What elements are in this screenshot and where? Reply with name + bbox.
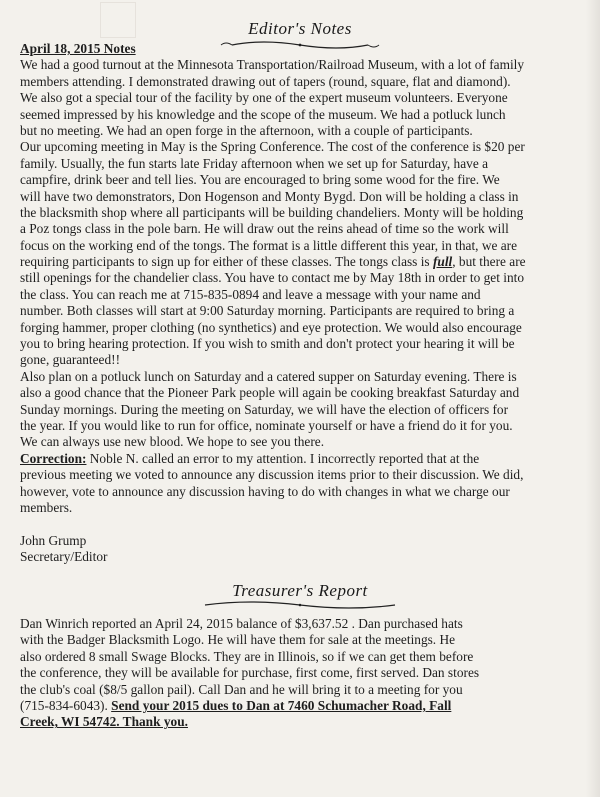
para3-line: also a good chance that the Pioneer Park people will again be cooking breakfast Saturday and bbox=[20, 385, 520, 401]
signature-title: Secretary/Editor bbox=[20, 549, 108, 565]
para2-line: the class. You can reach me at 715-835-0894 and leave a message with your name and bbox=[20, 286, 481, 302]
para2-line: still openings for the chandelier class. You have to contact me by May 18th in order to get into bbox=[20, 270, 524, 286]
para2-line: you to bring hearing protection. If you wish to smith and don't protect your hearing it will be bbox=[20, 336, 515, 352]
correction-first-text: Noble N. called an error to my attention. I incorrectly reported that at the bbox=[86, 450, 480, 466]
para2-line: the blacksmith shop where all participants will be building chandeliers. Monty will be holding bbox=[20, 204, 524, 220]
para2-line: gone, guaranteed!! bbox=[20, 352, 121, 368]
para2-line: Our upcoming meeting in May is the Spring Conference. The cost of the conference is $20 per bbox=[20, 139, 525, 155]
para2-line: a Poz tongs class in the pole barn. He will draw out the reins ahead of time so the work will bbox=[20, 221, 509, 237]
full-emphasis: full bbox=[432, 254, 453, 270]
para3-line: Also plan on a potluck lunch on Saturday and a catered supper on Saturday evening. There is bbox=[20, 368, 517, 384]
para1-line: We also got a special tour of the facility by one of the expert museum volunteers. Everyone bbox=[20, 90, 508, 106]
dues-line bbox=[20, 698, 592, 714]
correction-line: however, vote to announce any discussion having to do with changes in what we charge our bbox=[20, 483, 510, 499]
correction-line: previous meeting we voted to announce any discussion items prior to their discussion. We did, bbox=[20, 467, 524, 483]
para3-line: Sunday mornings. During the meeting on Saturday, we will have the election of officers for bbox=[20, 401, 509, 417]
para2-line: forging hammer, proper clothing (no synthetics) and eye protection. We would also encourage bbox=[20, 319, 522, 335]
treasurer-line: with the Badger Blacksmith Logo. He will have them for sale at the meetings. He bbox=[20, 632, 456, 648]
treasurer-report-heading: Treasurer's Report bbox=[232, 581, 368, 600]
para1-line: We had a good turnout at the Minnesota Transportation/Railroad Museum, with a lot of family bbox=[20, 57, 525, 73]
para1-line: members attending. I demonstrated drawing out of tapers (round, square, flat and diamond). bbox=[20, 73, 511, 89]
editor-notes-body bbox=[20, 41, 592, 566]
phone-number: (715-834-6043). bbox=[20, 697, 112, 713]
dues-instruction: Send your 2015 dues to Dan at 7460 Schumacher Road, Fall bbox=[111, 697, 452, 713]
dues-address-line: Creek, WI 54742. Thank you. bbox=[20, 714, 188, 730]
tongs-class-full-line bbox=[20, 254, 592, 270]
notes-date-line: April 18, 2015 Notes bbox=[20, 41, 136, 56]
correction-label: Correction: bbox=[20, 450, 87, 466]
para1-line: seemed impressed by his knowledge and the scope of the museum. We had a potluck lunch bbox=[20, 106, 506, 122]
para2-line: focus on the working end of the tongs. The format is a little different this year, in that, we are bbox=[20, 237, 518, 253]
para1-line: but no meeting. We had an open forge in the afternoon, with a couple of participants. bbox=[20, 122, 473, 138]
para2-line: campfire, drink beer and tell lies. You are encouraged to bring some wood for the fire. We bbox=[20, 172, 500, 188]
para3-line: We can always use new blood. We hope to see you there. bbox=[20, 434, 325, 450]
correction-line bbox=[20, 451, 592, 467]
editor-notes-heading: Editor's Notes bbox=[248, 19, 352, 38]
treasurer-line: the club's coal ($8/5 gallon pail). Call Dan and he will bring it to a meeting for you bbox=[20, 681, 463, 697]
para2-line: family. Usually, the fun starts late Friday afternoon when we set up for Saturday, have a bbox=[20, 155, 489, 171]
para2-line: number. Both classes will start at 9:00 Saturday morning. Participants are required to bring a bbox=[20, 303, 515, 319]
tongs-line-before: requiring participants to sign up for either of these classes. The tongs class is bbox=[20, 254, 433, 270]
signature-name: John Grump bbox=[20, 532, 87, 548]
spacer bbox=[20, 516, 592, 532]
para3-line: the year. If you would like to run for office, nominate yourself or have a friend do it for you. bbox=[20, 417, 513, 433]
tongs-line-after: , but there are bbox=[452, 254, 526, 270]
treasurer-report-body bbox=[20, 616, 592, 731]
treasurer-report-flourish bbox=[0, 599, 600, 613]
treasurer-line: the conference, they will be available for purchase, first come, first served. Dan stores bbox=[20, 665, 480, 681]
treasurer-line: Dan Winrich reported an April 24, 2015 balance of $3,637.52 . Dan purchased hats bbox=[20, 616, 463, 631]
para2-line: will have two demonstrators, Don Hogenson and Monty Bygd. Don will be holding a class in bbox=[20, 188, 519, 204]
treasurer-line: also ordered 8 small Swage Blocks. They are in Illinois, so if we can get them before bbox=[20, 648, 474, 664]
correction-line: members. bbox=[20, 499, 73, 515]
